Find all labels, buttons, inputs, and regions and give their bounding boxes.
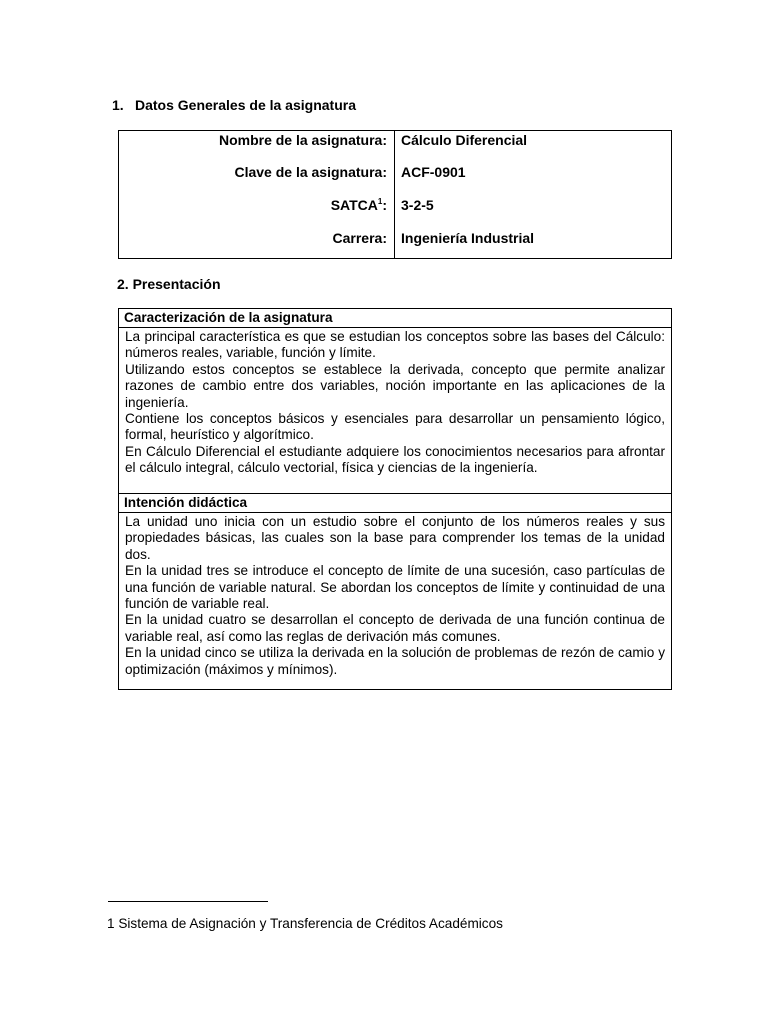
caracterizacion-paragraph: Contiene los conceptos básicos y esenciales para desarrollar un pensamiento lógico, formal, heurístico y algorítmico. xyxy=(125,411,665,443)
value-satca: 3-2-5 xyxy=(401,197,434,213)
intencion-paragraph: En la unidad cinco se utiliza la derivada en la solución de problemas de rezón de camio y optimización (máximos y mínimos). xyxy=(125,645,665,677)
intencion-body xyxy=(119,513,671,689)
label-satca-text: SATCA xyxy=(330,197,378,213)
label-clave: Clave de la asignatura: xyxy=(234,164,387,180)
value-nombre: Cálculo Diferencial xyxy=(401,132,528,148)
section-1-heading xyxy=(112,97,356,114)
label-nombre: Nombre de la asignatura: xyxy=(218,132,387,148)
caracterizacion-paragraph: Utilizando estos conceptos se establece la derivada, concepto que permite analizar razones de cambio entre dos variables, noción importante en las aplicaciones de la ingeniería. xyxy=(125,361,665,410)
section-1-title: Datos Generales de la asignatura xyxy=(135,97,356,113)
label-satca-colon: : xyxy=(382,197,387,213)
caracterizacion-paragraph: En Cálculo Diferencial el estudiante adquiere los conocimientos necesarios para afrontar el cálculo integral, cálculo vectorial, física y ciencias de la ingeniería. xyxy=(125,443,665,476)
value-carrera: Ingeniería Industrial xyxy=(401,230,535,246)
label-satca xyxy=(331,197,387,214)
presentacion-table xyxy=(118,308,672,690)
datos-generales-table xyxy=(118,130,672,259)
caracterizacion-title: Caracterización de la asignatura xyxy=(119,309,671,328)
caracterizacion-paragraph: La principal característica es que se estudian los conceptos sobre las bases del Cálculo: números reales, variable, función y límite. xyxy=(125,329,665,361)
footnote-separator xyxy=(108,901,268,902)
row-nombre xyxy=(119,132,671,152)
intencion-paragraph: En la unidad cuatro se desarrollan el concepto de derivada de una función continua de variable real, así como las reglas de derivación más comunes. xyxy=(125,612,665,644)
row-carrera xyxy=(119,230,671,250)
section-2-heading: 2. Presentación xyxy=(117,276,221,292)
section-1-number: 1. xyxy=(112,97,124,113)
caracterizacion-body xyxy=(119,328,671,494)
label-carrera: Carrera: xyxy=(332,230,387,246)
row-satca xyxy=(119,197,671,217)
intencion-paragraph: La unidad uno inicia con un estudio sobre el conjunto de los números reales y sus propiedades básicas, las cuales son la base para comprender los temas de la unidad dos. xyxy=(125,514,665,562)
row-clave xyxy=(119,164,671,184)
footnote-ref: 1 xyxy=(377,197,383,206)
value-clave: ACF-0901 xyxy=(401,164,466,180)
footnote: 1 Sistema de Asignación y Transferencia de Créditos Académicos xyxy=(107,916,503,931)
intencion-paragraph: En la unidad tres se introduce el concepto de límite de una sucesión, caso partículas de una función de variable natural. Se abordan los conceptos de límite y continuidad de una función de variable real. xyxy=(125,563,665,612)
intencion-title: Intención didáctica xyxy=(119,494,671,513)
